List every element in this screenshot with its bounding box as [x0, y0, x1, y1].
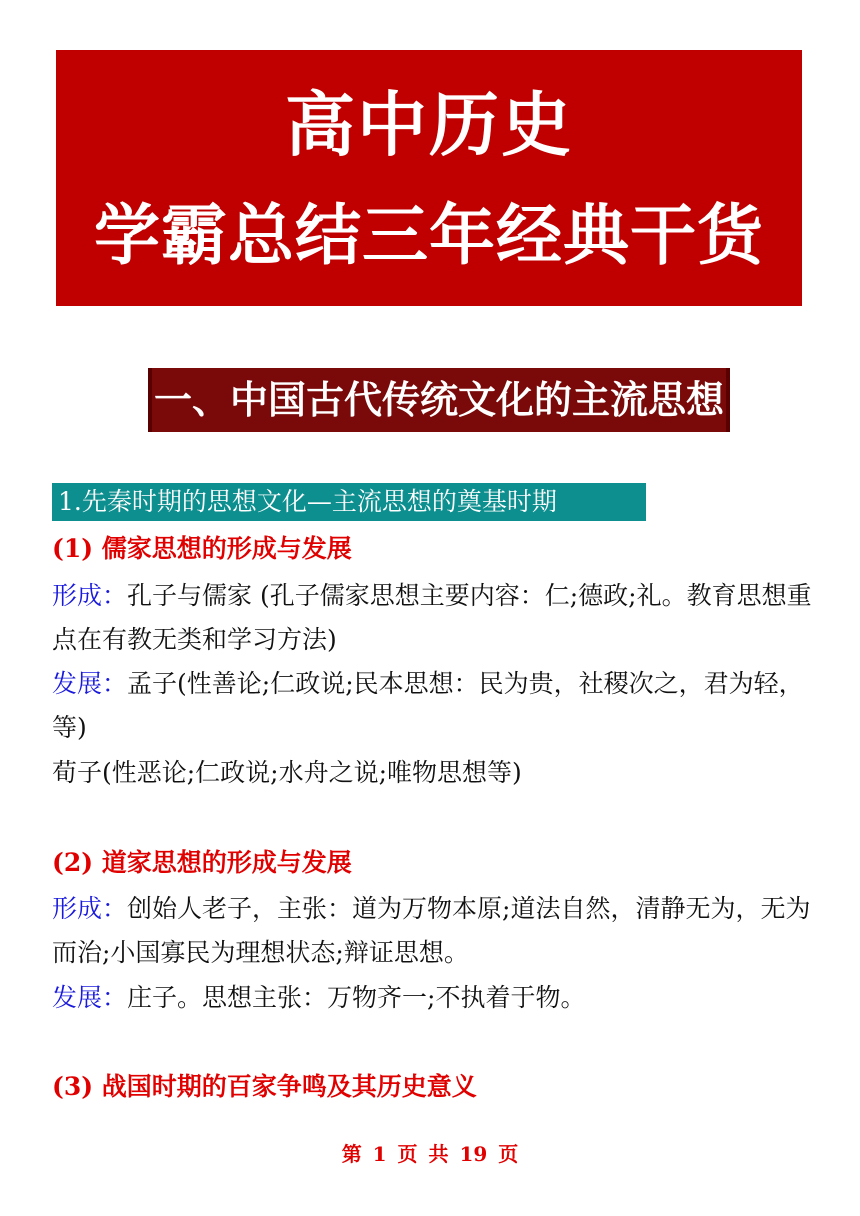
part1-development-paragraph	[52, 662, 812, 750]
part1-formation-paragraph	[52, 574, 812, 662]
part1-xunzi-paragraph: 荀子(性恶论;仁政说;水舟之说;唯物思想等)	[52, 758, 522, 787]
formation-label: 形成：	[52, 894, 128, 923]
subsection-heading: 1.先秦时期的思想文化—主流思想的奠基时期	[52, 483, 646, 521]
page-footer: 第 1 页 共 19 页	[341, 1142, 519, 1166]
part2-formation-paragraph	[52, 887, 812, 975]
banner-title-line1: 高中历史	[285, 83, 573, 166]
part2-development-paragraph	[52, 976, 812, 1020]
development-label: 发展：	[52, 669, 128, 698]
development-label: 发展：	[52, 983, 128, 1012]
formation-text: 孔子与儒家 (孔子儒家思想主要内容：仁;德政;礼。教育思想重点在有教无类和学习方法)	[52, 581, 812, 654]
part3-heading: (3) 战国时期的百家争鸣及其历史意义	[52, 1072, 477, 1101]
banner-title-line2: 学霸总结三年经典干货	[94, 196, 764, 274]
part2-heading: (2) 道家思想的形成与发展	[52, 848, 352, 877]
development-text: 庄子。思想主张：万物齐一;不执着于物。	[127, 983, 586, 1012]
formation-label: 形成：	[52, 581, 128, 610]
title-banner	[56, 50, 802, 306]
formation-text: 创始人老子，主张：道为万物本原;道法自然，清静无为，无为而治;小国寡民为理想状态;辩证思想。	[52, 894, 811, 967]
section-heading: 一、中国古代传统文化的主流思想	[148, 368, 730, 432]
development-text: 孟子(性善论;仁政说;民本思想：民为贵，社稷次之，君为轻，等)	[52, 669, 804, 742]
part1-heading: (1) 儒家思想的形成与发展	[52, 534, 352, 563]
